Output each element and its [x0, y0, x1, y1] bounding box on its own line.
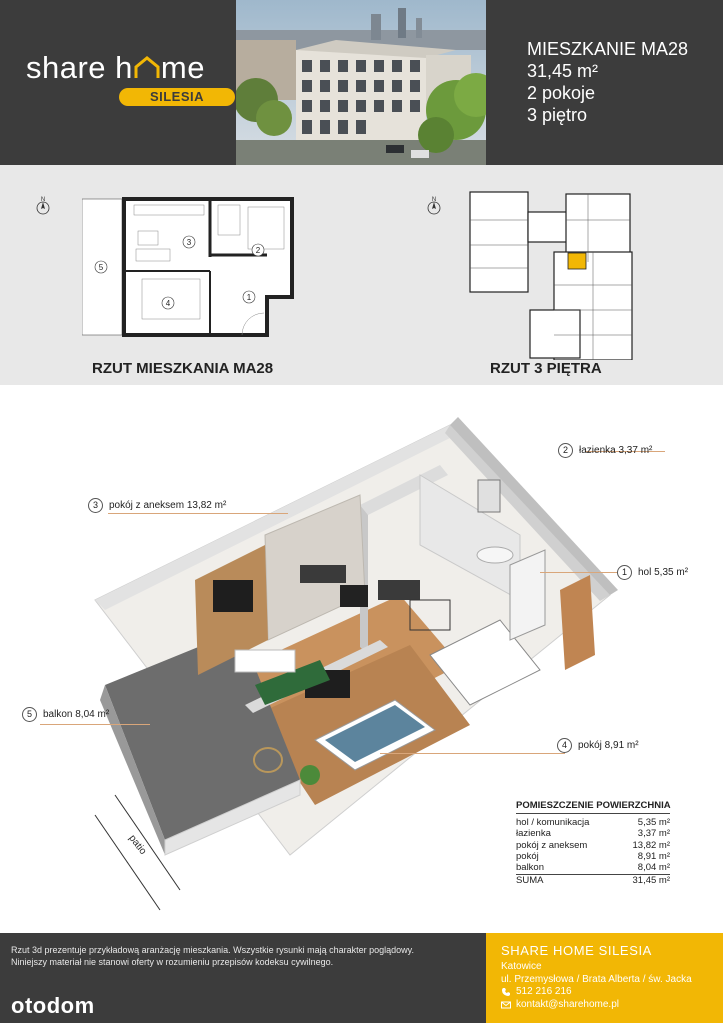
north-compass-icon	[425, 195, 443, 222]
floor-plan-caption: RZUT 3 PIĘTRA	[490, 360, 602, 377]
leader-line	[40, 724, 150, 725]
unit-floor-plan	[82, 197, 294, 348]
building-floor-plan	[468, 190, 638, 365]
unit-plan-caption: RZUT MIESZKANIA MA28	[92, 360, 274, 377]
apartment-floor: 3 piętro	[527, 105, 588, 125]
brand-logo	[26, 50, 216, 104]
table-row: pokój z aneksem 13,82 m²	[516, 839, 670, 851]
highlighted-unit	[568, 253, 586, 269]
contact-phone[interactable]: 512 216 216	[501, 986, 723, 999]
table-sum-row: SUMA 31,45 m²	[516, 875, 670, 887]
table-row: hol / komunikacja 5,35 m²	[516, 817, 670, 828]
leader-line	[380, 753, 565, 754]
room-label-hall: 1 hol 5,35 m²	[617, 565, 688, 580]
room-label-bathroom: 2 łazienka 3,37 m²	[558, 443, 652, 458]
house-roof-icon	[134, 52, 160, 74]
disclaimer-text: Rzut 3d prezentuje przykładową aranżację mieszkania. Wszystkie rysunki mają charakter poglądowy. Niniejszy materiał nie stanowi oferty w rozumieniu przepisów kodeksu cywilnego.	[11, 945, 415, 967]
patio-label: patio	[126, 833, 149, 857]
plans-strip	[0, 165, 723, 385]
apartment-area: 31,45 m²	[527, 61, 599, 81]
phone-icon	[501, 987, 511, 997]
apartment-title: MIESZKANIE MA28	[527, 39, 689, 59]
svg-text:1: 1	[246, 293, 252, 302]
svg-text:N: N	[431, 197, 437, 203]
apartment-rooms: 2 pokoje	[527, 83, 596, 103]
svg-text:N: N	[40, 197, 46, 203]
contact-email[interactable]: kontakt@sharehome.pl	[501, 999, 723, 1012]
table-row: łazienka 3,37 m²	[516, 828, 670, 840]
contact-city: Katowice	[501, 961, 542, 972]
contact-box	[486, 933, 723, 1023]
svg-text:5: 5	[98, 263, 104, 272]
brand-tagline: SILESIA	[119, 88, 235, 106]
contact-title: SHARE HOME SILESIA	[501, 943, 652, 958]
header-bar	[0, 0, 723, 165]
table-row: balkon 8,04 m²	[516, 862, 670, 874]
room-label-room: 4 pokój 8,91 m²	[557, 738, 639, 753]
mail-icon	[501, 1000, 511, 1010]
apartment-summary	[527, 38, 688, 126]
svg-text:3: 3	[186, 238, 192, 247]
footer-bar	[0, 933, 723, 1023]
area-table	[516, 800, 670, 887]
table-row: pokój 8,91 m²	[516, 850, 670, 862]
contact-address: ul. Przemysłowa / Brata Alberta / św. Jacka	[501, 973, 692, 985]
area-table-header: POMIESZCZENIE POWIERZCHNIA	[516, 800, 670, 814]
leader-line	[108, 513, 288, 514]
building-photo	[236, 0, 486, 165]
room-label-living-kitchen: 3 pokój z aneksem 13,82 m²	[88, 498, 226, 513]
otodom-watermark: otodom	[11, 993, 95, 1018]
brand-wordmark: share h me	[26, 50, 205, 85]
north-compass-icon	[34, 195, 52, 222]
room-label-balcony: 5 balkon 8,04 m²	[22, 707, 109, 722]
leader-line	[540, 572, 620, 573]
svg-text:4: 4	[165, 299, 171, 308]
svg-text:2: 2	[255, 246, 261, 255]
